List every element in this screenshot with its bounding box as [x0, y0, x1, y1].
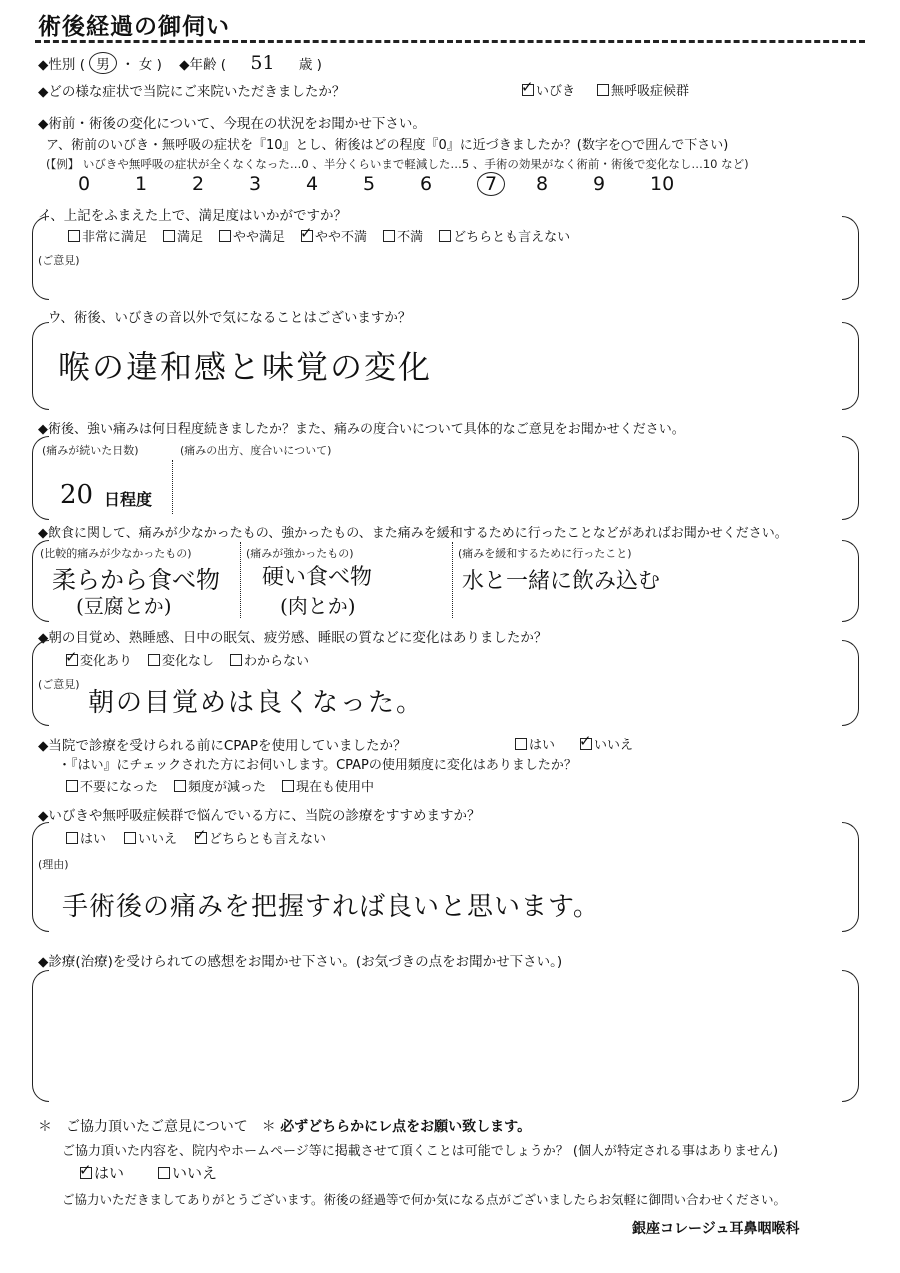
- impression-question: ◆診療(治療)を受けられての感想をお聞かせ下さい。(お気づきの点をお聞かせ下さい。): [38, 954, 563, 970]
- gender-row: ◆性別 ( 男 ・ 女 ) ◆年齢 ( 51 歳 ): [38, 52, 322, 74]
- checkbox-icon[interactable]: [195, 832, 207, 844]
- option-item[interactable]: 満足: [163, 230, 203, 245]
- option-item[interactable]: 不要になった: [66, 780, 158, 795]
- option-item[interactable]: 頻度が減った: [174, 780, 266, 795]
- option-item[interactable]: 不満: [383, 230, 423, 245]
- checkbox-icon[interactable]: [515, 738, 527, 750]
- option-item[interactable]: 変化なし: [148, 654, 214, 669]
- option-item[interactable]: ✓ どちらとも言えない: [195, 832, 326, 847]
- food-col1-label: (比較的痛みが少なかったもの): [40, 547, 192, 560]
- food-col3-label: (痛みを緩和するために行ったこと): [458, 547, 632, 560]
- checkbox-icon[interactable]: [66, 832, 78, 844]
- food-divider-1: [240, 542, 241, 618]
- checkbox-icon[interactable]: [522, 84, 534, 96]
- scale-option[interactable]: 2: [192, 173, 205, 195]
- scale-option[interactable]: 6: [420, 173, 433, 195]
- checkbox-icon[interactable]: [66, 654, 78, 666]
- option-item[interactable]: ✓ やや不満: [301, 230, 367, 245]
- satisfaction-options: [68, 226, 586, 245]
- bracket-right: [842, 540, 859, 622]
- age-label: ◆年齢: [179, 57, 217, 73]
- option-item[interactable]: 現在も使用中: [282, 780, 374, 795]
- gender-male-option[interactable]: 男: [89, 52, 117, 74]
- option-item[interactable]: わからない: [230, 654, 309, 669]
- bracket-right: [842, 322, 859, 410]
- publish-yes[interactable]: ✓はい: [80, 1162, 124, 1183]
- scale-option[interactable]: 5: [363, 173, 376, 195]
- clinic-name: 銀座コレージュ耳鼻咽喉科: [632, 1221, 800, 1237]
- sleep-comment-label: (ご意見): [38, 678, 80, 691]
- gender-female-option[interactable]: 女: [138, 57, 153, 73]
- checkbox-icon[interactable]: [580, 738, 592, 750]
- checkbox-icon[interactable]: [439, 230, 451, 242]
- symptom-question: ◆どの様な症状で当院にご来院いただきましたか？: [38, 84, 346, 100]
- scale-option[interactable]: 10: [650, 173, 675, 195]
- option-item[interactable]: 非常に満足: [68, 230, 147, 245]
- food-col2-label: (痛みが強かったもの): [246, 547, 354, 560]
- option-item[interactable]: いいえ: [124, 832, 177, 847]
- bracket-right: [842, 436, 859, 520]
- footer-thanks: ご協力いただきましてありがとうございます。術後の経過等で何か気になる点がございましたらお気軽に御問い合わせください。: [62, 1192, 787, 1207]
- cpap-question: ◆当院で診療を受けられる前にCPAPを使用していましたか？: [38, 738, 407, 754]
- sleep-options: [66, 650, 325, 669]
- checkbox-icon[interactable]: [301, 230, 313, 242]
- scale-option[interactable]: 3: [249, 173, 262, 195]
- checkbox-icon[interactable]: [158, 1167, 170, 1179]
- checkbox-icon[interactable]: [597, 84, 609, 96]
- food-col1-line1[interactable]: 柔らから食べ物: [52, 566, 220, 594]
- footer-note-bold: 必ずどちらかにレ点をお願い致します。: [280, 1119, 532, 1135]
- food-question: ◆飲食に関して、痛みが少なかったもの、強かったもの、また痛みを緩和するために行ったことなどがあればお聞かせください。: [38, 526, 788, 541]
- scale-option[interactable]: 7: [477, 172, 505, 196]
- checkbox-icon[interactable]: [66, 780, 78, 792]
- age-value[interactable]: 51: [250, 52, 275, 74]
- scale-option[interactable]: 0: [78, 173, 91, 195]
- checkbox-icon[interactable]: [148, 654, 160, 666]
- page-title: 術後経過の御伺い: [38, 14, 230, 40]
- pain-divider: [172, 460, 173, 514]
- option-item[interactable]: やや満足: [219, 230, 285, 245]
- checkbox-icon[interactable]: [219, 230, 231, 242]
- recommend-answer[interactable]: 手術後の痛みを把握すれば良いと思います。: [62, 892, 600, 922]
- sleep-answer[interactable]: 朝の目覚めは良くなった。: [88, 688, 425, 718]
- symptom-snoring[interactable]: ✓ いびき: [522, 80, 575, 99]
- food-col1-line2[interactable]: (豆腐とか): [76, 594, 172, 618]
- symptom-scale: [78, 172, 707, 196]
- pain-detail-label: (痛みの出方、度合いについて): [180, 444, 332, 457]
- cpap-yes[interactable]: はい: [515, 734, 555, 753]
- food-divider-2: [452, 542, 453, 618]
- pain-days-unit: 日程度: [104, 490, 153, 509]
- cpap-no[interactable]: ✓ いいえ: [580, 734, 633, 753]
- title-divider: [35, 40, 865, 43]
- checkbox-icon[interactable]: [163, 230, 175, 242]
- change-sub-a: ア、術前のいびき・無呼吸の症状を『10』とし、術後はどの程度『0』に近づきましたか？(数字を○で囲んで下さい): [46, 138, 729, 153]
- concern-question: ウ、術後、いびきの音以外で気になることはございますか？: [48, 310, 412, 326]
- bracket-left: [32, 970, 49, 1102]
- checkbox-icon[interactable]: [230, 654, 242, 666]
- bracket-left: [32, 822, 49, 932]
- checkbox-icon[interactable]: [174, 780, 186, 792]
- bracket-right: [842, 822, 859, 932]
- age-unit: 歳: [298, 57, 313, 73]
- option-item[interactable]: どちらとも言えない: [439, 230, 570, 245]
- concern-answer[interactable]: 喉の違和感と味覚の変化: [58, 348, 433, 386]
- satisfaction-comment-label: (ご意見): [38, 254, 80, 267]
- option-item[interactable]: ✓変化あり: [66, 654, 132, 669]
- food-col2-line2[interactable]: (肉とか): [280, 594, 356, 618]
- recommend-options: [66, 828, 344, 847]
- recommend-question: ◆いびきや無呼吸症候群で悩んでいる方に、当院の診療をすすめますか？: [38, 808, 481, 824]
- gender-label: ◆性別: [38, 57, 76, 73]
- scale-option[interactable]: 9: [593, 173, 606, 195]
- publish-no[interactable]: いいえ: [158, 1162, 217, 1183]
- scale-option[interactable]: 8: [536, 173, 549, 195]
- footer-question: ご協力頂いた内容を、院内やホームページ等に掲載させて頂くことは可能でしょうか？ (個人が特定される事はありません): [62, 1144, 779, 1159]
- sleep-question: ◆朝の目覚め、熟睡感、日中の眠気、疲労感、睡眠の質などに変化はありましたか？: [38, 630, 548, 646]
- bracket-right: [842, 216, 859, 300]
- footer-note: ＊ ご協力頂いたご意見について ＊ 必ずどちらかにレ点をお願い致します。: [38, 1119, 532, 1135]
- recommend-reason-label: (理由): [38, 858, 69, 871]
- checkbox-icon[interactable]: [383, 230, 395, 242]
- food-col2-line1[interactable]: 硬い食べ物: [262, 565, 373, 590]
- symptom-apnea[interactable]: 無呼吸症候群: [597, 80, 689, 99]
- bracket-right: [842, 640, 859, 726]
- checkbox-icon[interactable]: [68, 230, 80, 242]
- option-item[interactable]: はい: [66, 832, 106, 847]
- checkbox-icon[interactable]: [282, 780, 294, 792]
- bracket-left: [32, 322, 49, 410]
- impression-answer-area[interactable]: [60, 980, 830, 1090]
- cpap-sub-options: [66, 776, 390, 795]
- cpap-sub-question: ・『はい』にチェックされた方にお伺いします。CPAPの使用頻度に変化はありましたか？: [58, 758, 577, 773]
- pain-days-label: (痛みが続いた日数): [42, 444, 139, 457]
- scale-option[interactable]: 1: [135, 173, 148, 195]
- change-example: (【例】 いびきや無呼吸の症状が全くなくなった…0 、半分くらいまで軽減した…5 、手術の効果がなく術前・術後で変化なし…10 など): [46, 157, 749, 171]
- scale-option[interactable]: 4: [306, 173, 319, 195]
- food-col3-line1[interactable]: 水と一緒に飲み込む: [462, 569, 661, 594]
- pain-question: ◆術後、強い痛みは何日程度続きましたか？また、痛みの度合いについて具体的なご意見をお聞かせください。: [38, 422, 685, 437]
- change-question: ◆術前・術後の変化について、今現在の状況をお聞かせ下さい。: [38, 116, 426, 132]
- checkbox-icon[interactable]: [80, 1167, 92, 1179]
- satisfaction-question: イ、上記をふまえた上で、満足度はいかがですか？: [38, 208, 348, 224]
- pain-days-value[interactable]: 20: [60, 480, 94, 510]
- checkbox-icon[interactable]: [124, 832, 136, 844]
- bracket-right: [842, 970, 859, 1102]
